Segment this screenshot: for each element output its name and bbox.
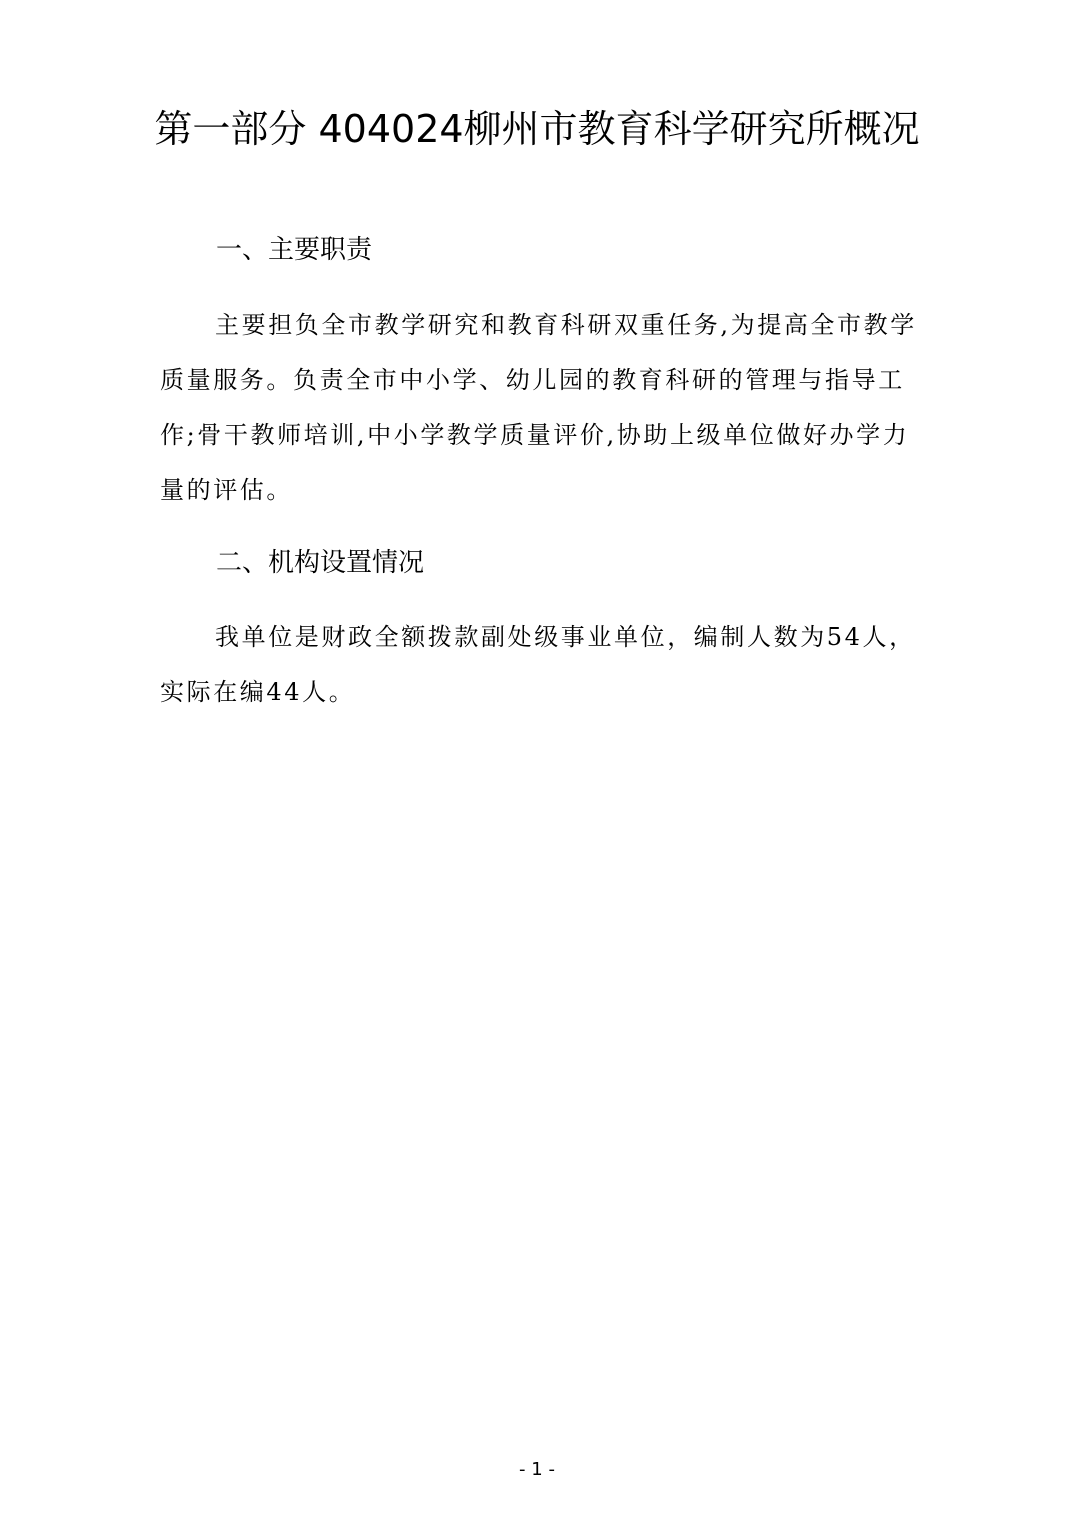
section-heading-responsibilities: 一、主要职责 bbox=[216, 235, 373, 265]
section-body-responsibilities: 主要担负全市教学研究和教育科研双重任务,为提高全市教学质量服务。负责全市中小学、幼儿园的教育科研的管理与指导工作;骨干教师培训,中小学教学质量评价,协助上级单位做好办学力量的评估。 bbox=[160, 311, 917, 504]
section-body-organization: 我单位是财政全额拨款副处级事业单位，编制人数为54人，实际在编44人。 bbox=[160, 623, 916, 706]
document-title: 第一部分 404024柳州市教育科学研究所概况 bbox=[154, 107, 920, 151]
page-number: - 1 - bbox=[519, 1459, 555, 1480]
section-heading-organization: 二、机构设置情况 bbox=[216, 548, 425, 578]
